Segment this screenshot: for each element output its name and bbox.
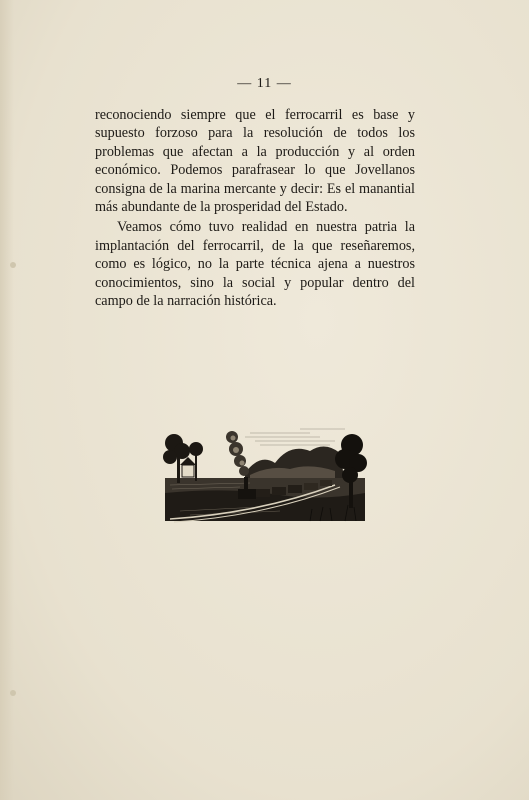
paragraph-2: Veamos cómo tuvo realidad en nuestra patria la implantación del ferrocarril, de la que reseñaremos, como es lógico, no la parte técnica ajena a nuestros conocimientos, sino la social y popular dentro del campo de la narración histórica. (95, 219, 415, 310)
body-text (95, 106, 415, 310)
binding-hole (10, 690, 16, 696)
page-binding-shadow (0, 0, 14, 800)
steam-train-engraving (160, 423, 370, 523)
paragraph-1: reconociendo siempre que el ferrocarril es base y supuesto forzoso para la resolución de todos los problemas que afectan a la producción y al orden económico. Podemos parafrasear lo que Jovellanos consigna de la marina mercante y decir: Es el manantial más abundante de la prosperidad del Estado. (95, 107, 415, 216)
page-number: — 11 — (237, 76, 292, 91)
binding-hole (10, 262, 16, 268)
